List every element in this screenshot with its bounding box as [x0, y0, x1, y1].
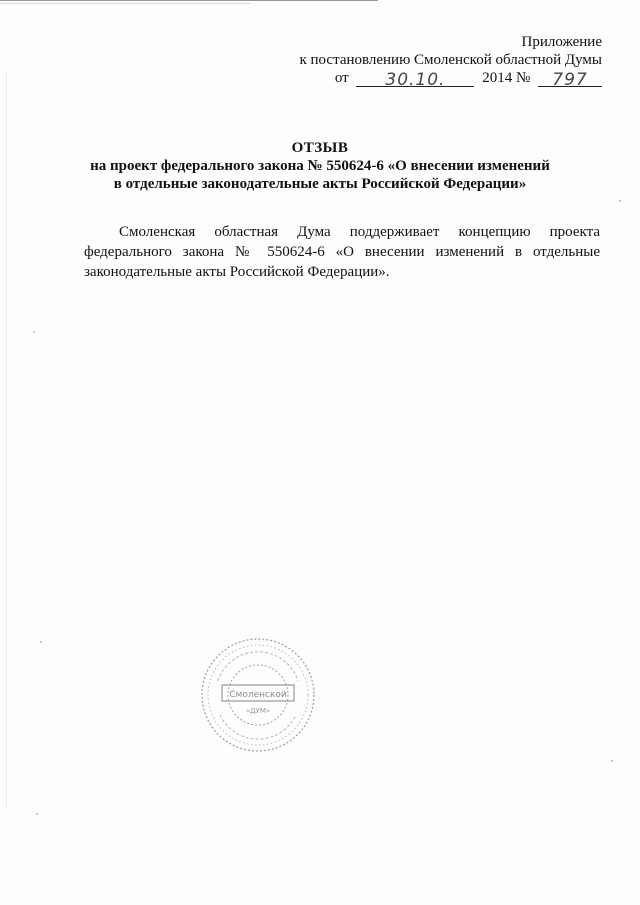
- scan-speck: [33, 331, 35, 333]
- date-prefix: от: [334, 70, 349, 86]
- date-field: [356, 70, 474, 90]
- scan-speck: [40, 641, 42, 643]
- document-subtitle-line-2: в отдельные законодательные акты Российской Федерации»: [113, 176, 527, 192]
- document-title: ОТЗЫВ: [291, 140, 349, 156]
- stamp-lower-text: «ДУМ»: [245, 707, 271, 715]
- scan-edge-line: [0, 3, 250, 4]
- document-body: [84, 222, 600, 282]
- appendix-date-line: [242, 69, 602, 90]
- appendix-resolution-ref: к постановлению Смоленской областной Думы: [299, 52, 602, 68]
- document-subtitle-line-1: на проект федерального закона № 550624-6 «О внесении изменений: [90, 158, 550, 174]
- scan-edge-line: [0, 0, 378, 1]
- document-title-block: [40, 139, 600, 193]
- scan-speck: [36, 813, 38, 815]
- body-paragraph: Смоленская областная Дума поддерживает концепцию проекта федерального закона № 550624-6 «О внесении изменений в отдельные законодательные акты Российской Федерации».: [84, 224, 600, 280]
- official-stamp: [198, 635, 318, 755]
- handwritten-number: 797: [552, 70, 588, 90]
- appendix-title: Приложение: [521, 34, 602, 50]
- scan-speck: [611, 760, 613, 762]
- handwritten-date: 30.10.: [385, 70, 446, 90]
- number-field: [538, 70, 602, 90]
- stamp-center-text: Смоленской: [229, 690, 287, 700]
- scan-speck: [619, 200, 621, 202]
- year-label: 2014 №: [482, 70, 531, 86]
- appendix-header: [242, 33, 602, 90]
- scan-edge-line: [6, 70, 7, 810]
